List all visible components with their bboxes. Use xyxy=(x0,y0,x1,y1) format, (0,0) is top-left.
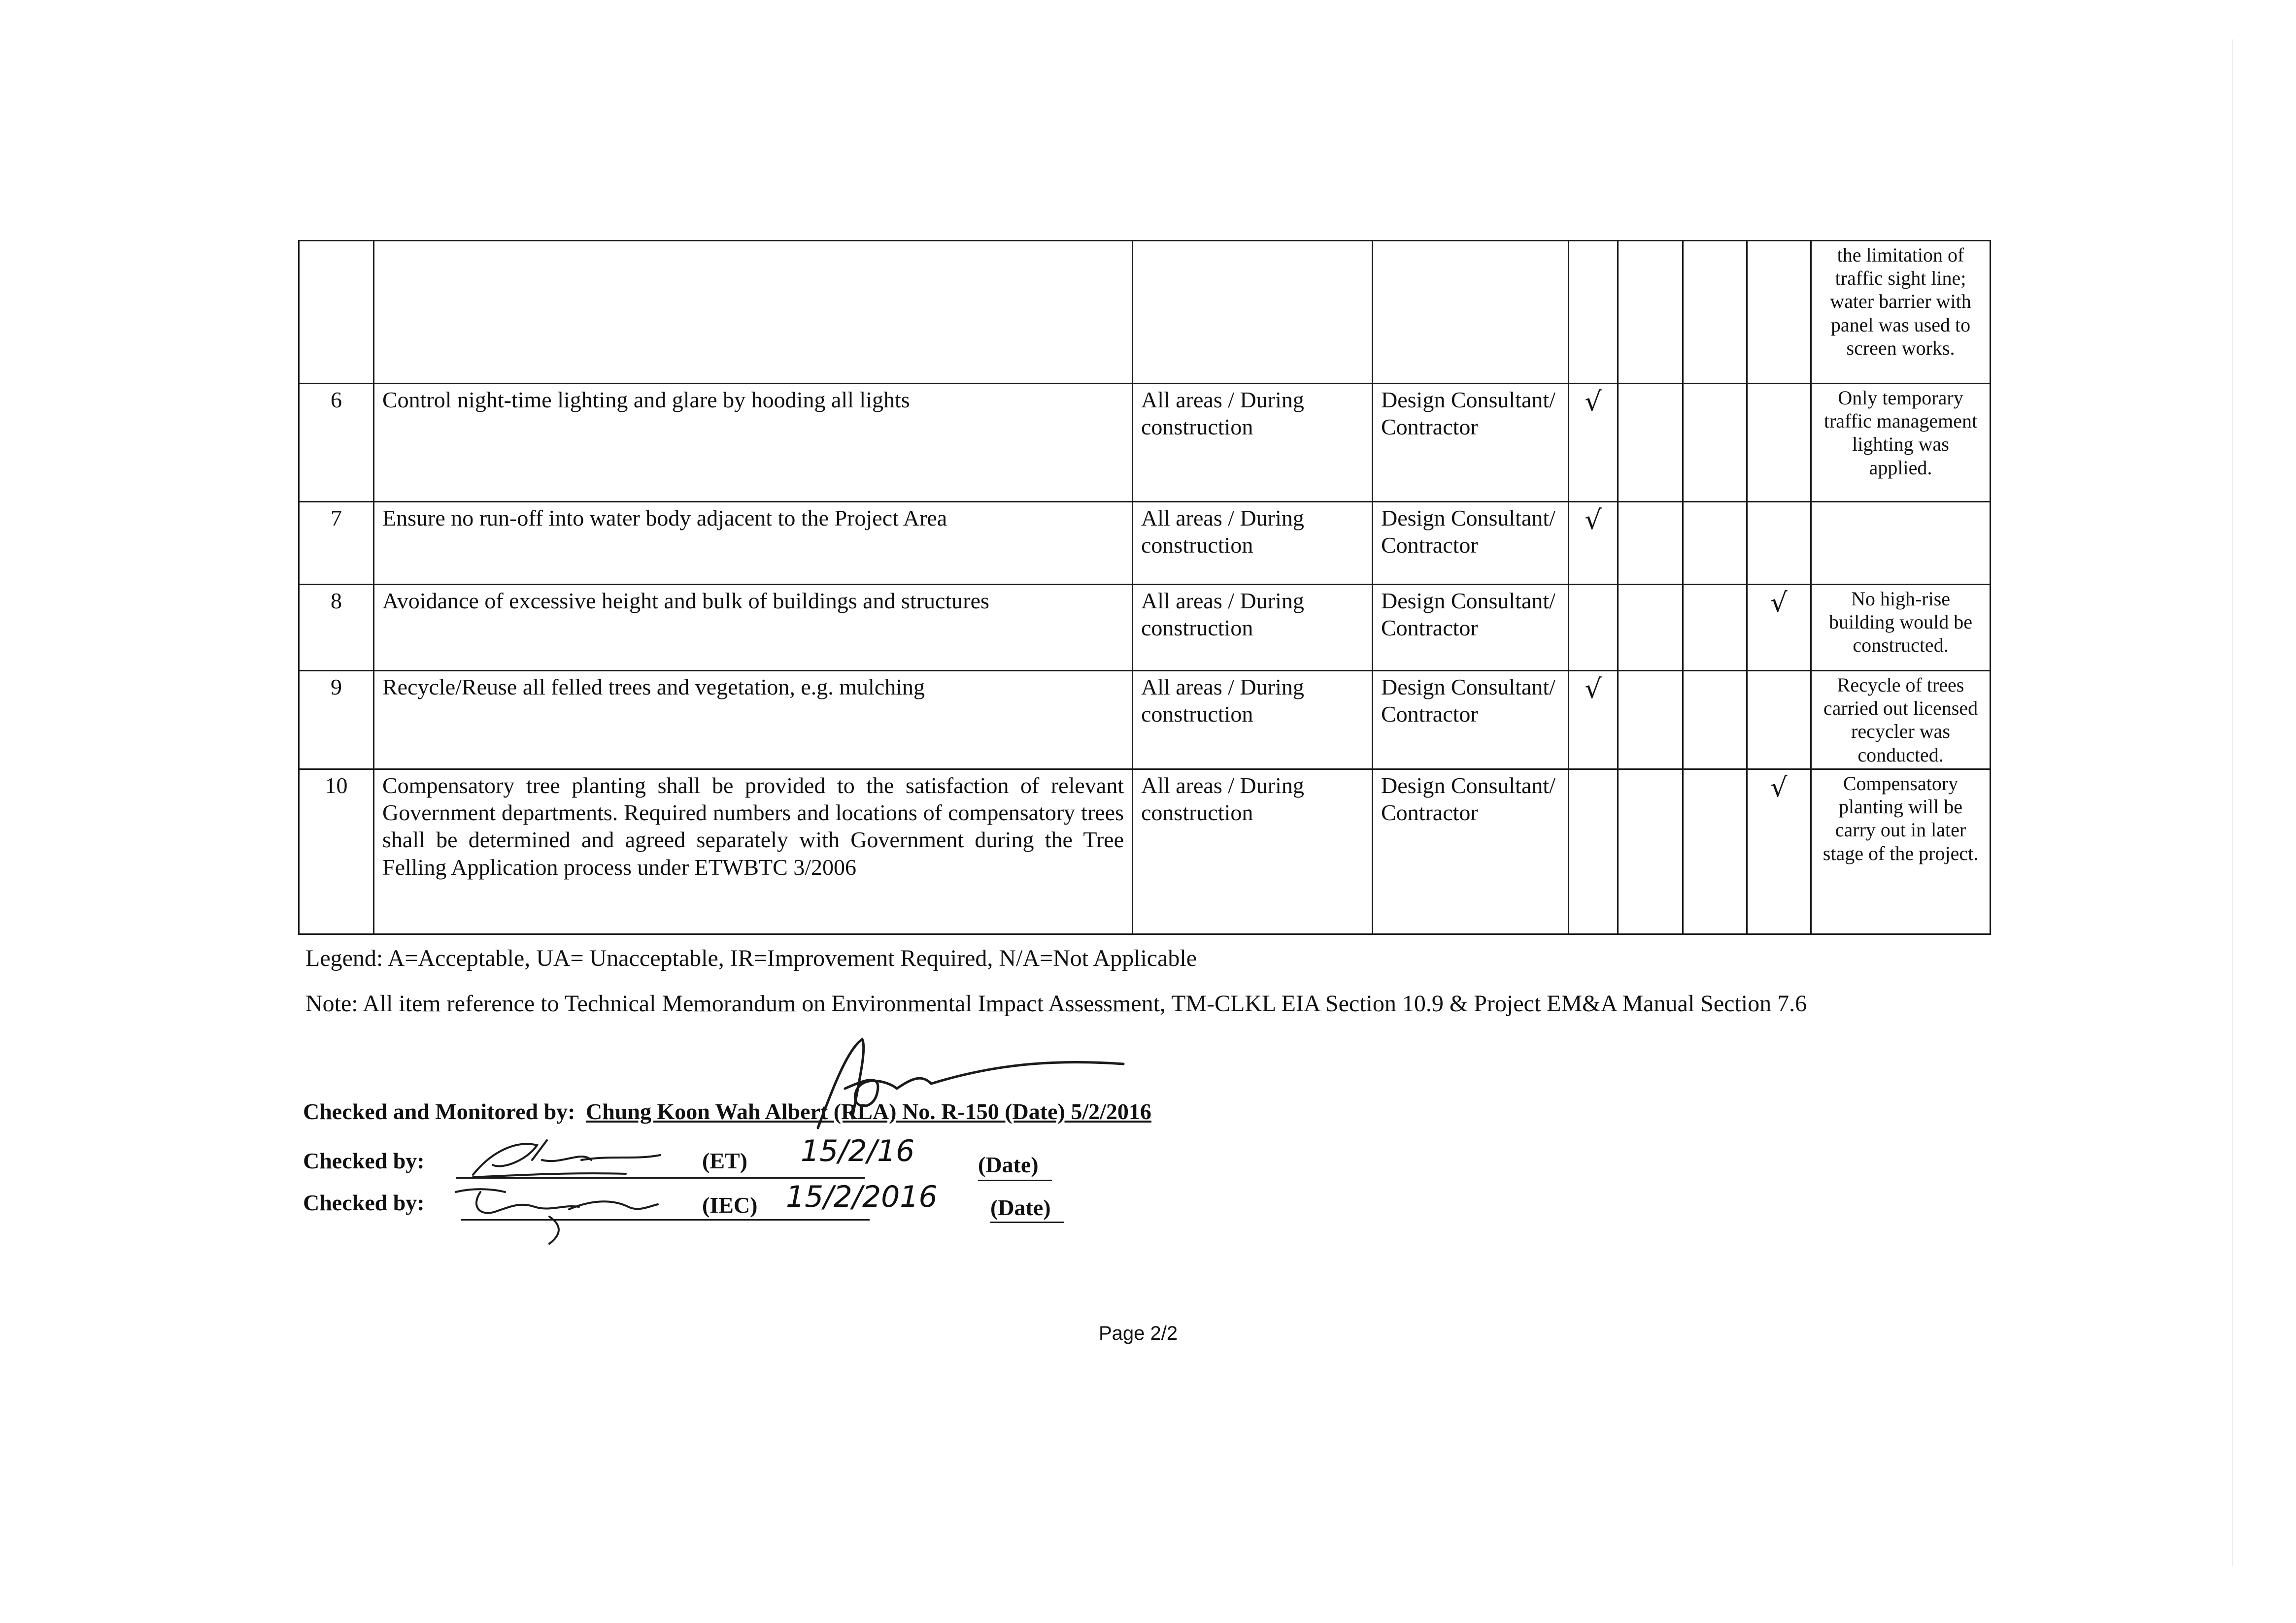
measure-description-cell: Avoidance of excessive height and bulk of buildings and structures xyxy=(374,585,1133,671)
status-not-applicable-cell xyxy=(1747,502,1811,585)
implementation-agent-cell: Design Consultant/ Contractor xyxy=(1373,502,1569,585)
item-number-cell: 8 xyxy=(299,585,374,671)
et-handwritten-date: 15/2/16 xyxy=(801,1134,915,1168)
location-timing-cell: All areas / During construction xyxy=(1133,769,1373,934)
iec-signature xyxy=(451,1177,687,1246)
location-timing-cell: All areas / During construction xyxy=(1133,502,1373,585)
monitored-label: Checked and Monitored by: xyxy=(303,1099,575,1124)
measure-description-cell: Ensure no run-off into water body adjacent to the Project Area xyxy=(374,502,1133,585)
table-row xyxy=(299,241,1991,384)
et-date-label: (Date) xyxy=(978,1152,1039,1177)
measure-description-cell: Compensatory tree planting shall be provided to the satisfaction of relevant Government departments. Required numbers and locations of compensatory trees shall be determined and agreed separately with Government during the Tree Felling Application process under ETWBTC 3/2006 xyxy=(374,769,1133,934)
item-number-cell: 10 xyxy=(299,769,374,934)
checked-label-iec: Checked by: xyxy=(303,1190,425,1215)
status-unacceptable-cell xyxy=(1618,585,1683,671)
legend-text: Legend: A=Acceptable, UA= Unacceptable, IR=Improvement Required, N/A=Not Applicable xyxy=(305,945,1197,971)
table-row xyxy=(299,671,1991,769)
status-improvement-required-cell xyxy=(1683,241,1747,384)
status-unacceptable-cell xyxy=(1618,769,1683,934)
remark-cell: Only temporary traffic management lighting was applied. xyxy=(1811,384,1991,502)
status-unacceptable-cell xyxy=(1618,384,1683,502)
checked-label-et: Checked by: xyxy=(303,1148,425,1173)
measure-description-cell: Recycle/Reuse all felled trees and vegetation, e.g. mulching xyxy=(374,671,1133,769)
status-improvement-required-cell xyxy=(1683,384,1747,502)
status-acceptable-cell xyxy=(1569,769,1618,934)
et-signature xyxy=(463,1130,680,1185)
implementation-agent-cell: Design Consultant/ Contractor xyxy=(1373,384,1569,502)
implementation-agent-cell xyxy=(1373,241,1569,384)
table-row xyxy=(299,384,1991,502)
status-acceptable-cell xyxy=(1569,241,1618,384)
rla-signature xyxy=(798,1029,1143,1138)
status-improvement-required-cell xyxy=(1683,585,1747,671)
item-number-cell: 7 xyxy=(299,502,374,585)
iec-handwritten-date: 15/2/2016 xyxy=(786,1180,938,1214)
status-acceptable-cell: √ xyxy=(1569,502,1618,585)
status-improvement-required-cell xyxy=(1683,769,1747,934)
checked-iec-row xyxy=(303,1190,425,1216)
note-text: Note: All item reference to Technical Memorandum on Environmental Impact Assessment, TM-CLKL EIA Section 10.9 & Project EM&A Manual Section 7.6 xyxy=(305,991,1807,1017)
remark-cell: No high-rise building would be constructed. xyxy=(1811,585,1991,671)
iec-date-underline xyxy=(990,1222,1064,1223)
status-acceptable-cell: √ xyxy=(1569,384,1618,502)
item-number-cell xyxy=(299,241,374,384)
status-improvement-required-cell xyxy=(1683,671,1747,769)
status-improvement-required-cell xyxy=(1683,502,1747,585)
status-unacceptable-cell xyxy=(1618,502,1683,585)
location-timing-cell: All areas / During construction xyxy=(1133,671,1373,769)
location-timing-cell: All areas / During construction xyxy=(1133,585,1373,671)
implementation-agent-cell: Design Consultant/ Contractor xyxy=(1373,671,1569,769)
measure-description-cell: Control night-time lighting and glare by hooding all lights xyxy=(374,384,1133,502)
et-label: (ET) xyxy=(702,1148,747,1173)
item-number-cell: 9 xyxy=(299,671,374,769)
remark-cell: Compensatory planting will be carry out in later stage of the project. xyxy=(1811,769,1991,934)
table-body xyxy=(299,241,1991,934)
status-unacceptable-cell xyxy=(1618,671,1683,769)
status-acceptable-cell: √ xyxy=(1569,671,1618,769)
et-date-underline xyxy=(978,1180,1052,1181)
table-row xyxy=(299,585,1991,671)
status-not-applicable-cell: √ xyxy=(1747,585,1811,671)
status-acceptable-cell xyxy=(1569,585,1618,671)
checked-et-row xyxy=(303,1148,425,1174)
implementation-agent-cell: Design Consultant/ Contractor xyxy=(1373,769,1569,934)
location-timing-cell xyxy=(1133,241,1373,384)
iec-label: (IEC) xyxy=(702,1192,758,1218)
iec-date-label: (Date) xyxy=(990,1195,1051,1220)
item-number-cell: 6 xyxy=(299,384,374,502)
status-unacceptable-cell xyxy=(1618,241,1683,384)
table-row xyxy=(299,502,1991,585)
status-not-applicable-cell xyxy=(1747,241,1811,384)
remark-cell: the limitation of traffic sight line; water barrier with panel was used to screen works. xyxy=(1811,241,1991,384)
implementation-schedule-table xyxy=(298,240,1991,935)
page-number: Page 2/2 xyxy=(1099,1323,1178,1344)
monitored-detail: Chung Koon Wah Albert (RLA) No. R-150 (Date) 5/2/2016 xyxy=(585,1099,1151,1124)
measure-description-cell xyxy=(374,241,1133,384)
table-row xyxy=(299,769,1991,934)
remark-cell: Recycle of trees carried out licensed recycler was conducted. xyxy=(1811,671,1991,769)
status-not-applicable-cell xyxy=(1747,671,1811,769)
remark-cell xyxy=(1811,502,1991,585)
status-not-applicable-cell xyxy=(1747,384,1811,502)
implementation-agent-cell: Design Consultant/ Contractor xyxy=(1373,585,1569,671)
location-timing-cell: All areas / During construction xyxy=(1133,384,1373,502)
scan-edge xyxy=(2232,39,2233,1566)
status-not-applicable-cell: √ xyxy=(1747,769,1811,934)
